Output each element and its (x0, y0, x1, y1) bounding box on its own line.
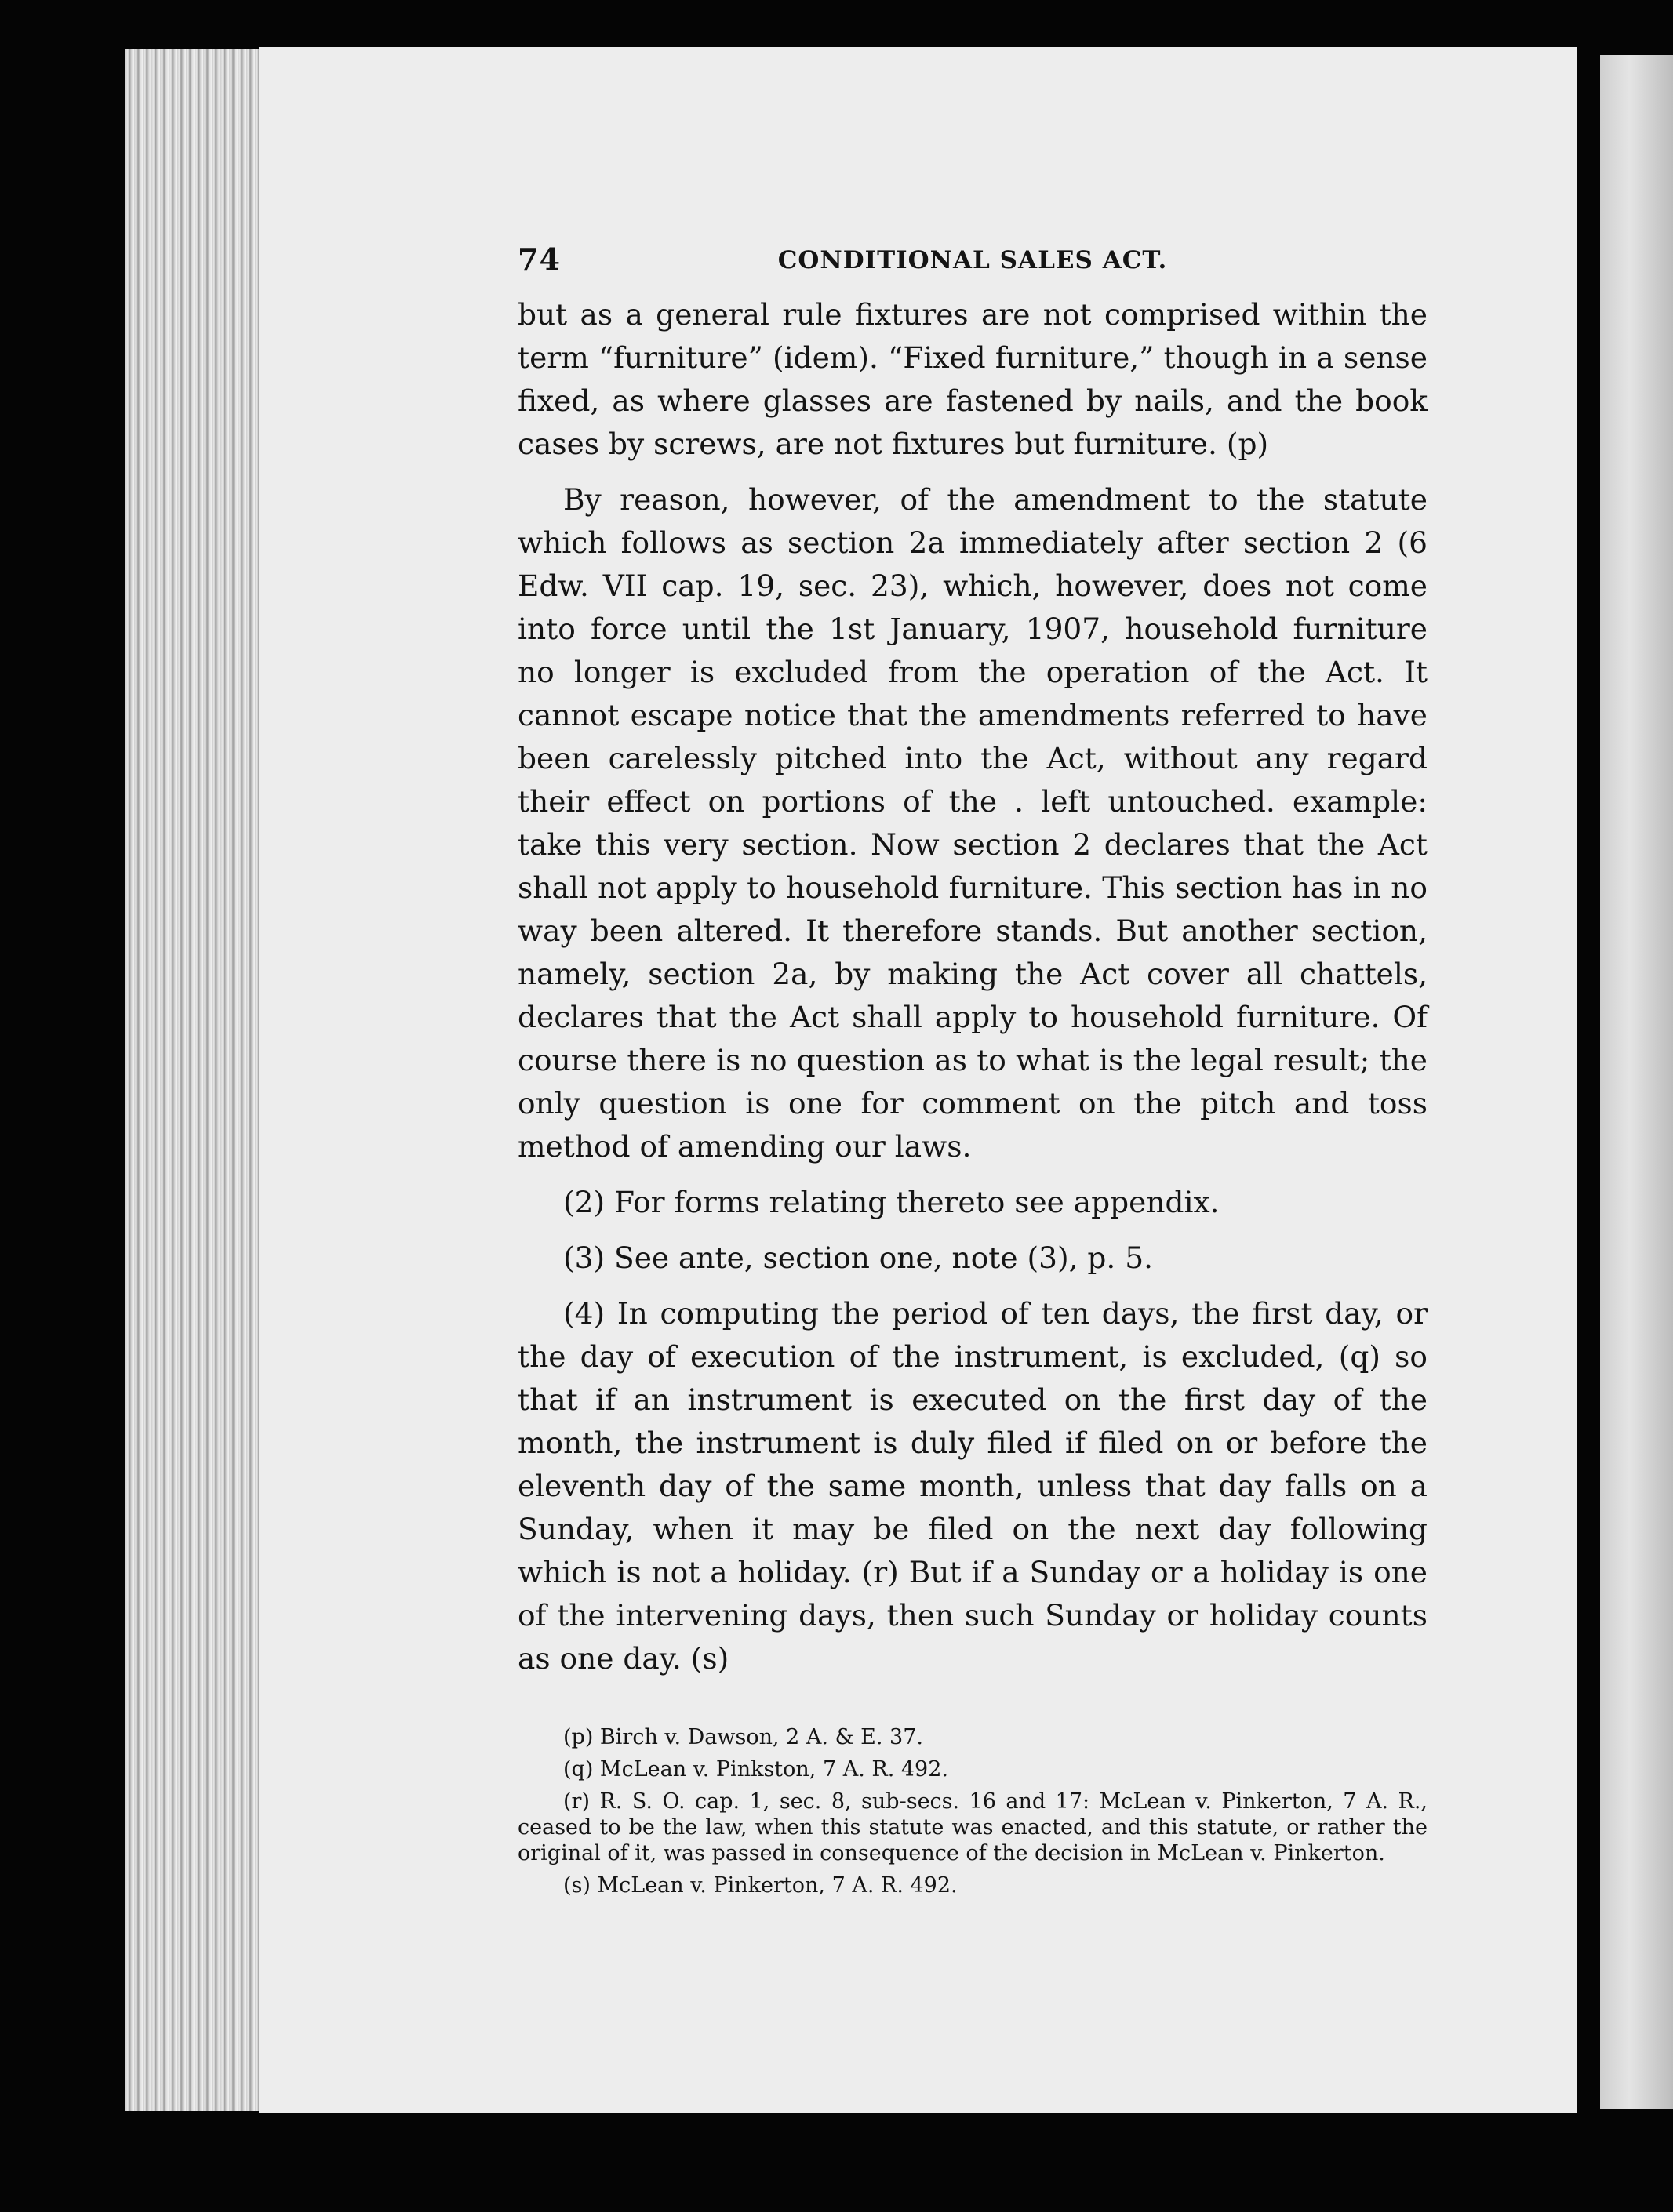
paragraph-amendment: By reason, however, of the amendment to the statute which follows as section 2a immediately after section 2 (6 Edw. VII cap. 19, sec. 23), which, however, does not come into force until the 1st January, 1907, household furniture no longer is excluded from the operation of the Act. It cannot escape notice that the amendments referred to have been carelessly pitched into the Act, without any regard their effect on portions of the . left untouched. example: take this very section. Now section 2 declares that the Act shall not apply to household furniture. This section has in no way been altered. It therefore stands. But another section, namely, section 2a, by making the Act cover all chattels, declares that the Act shall apply to household furniture. Of course there is no question as to what is the legal result; the only question is one for comment on the pitch and toss method of amending our laws. (518, 482, 1428, 1164)
paragraph-continuation: but as a general rule fixtures are not comprised within the term “furniture” (idem). “Fixed furniture,” though in a sense fixed, as where glasses are fastened by nails, and the book cases by screws, are not fixtures but furniture. (p) (518, 297, 1428, 461)
footnote-q: (q) McLean v. Pinkston, 7 A. R. 492. (563, 1757, 948, 1782)
note-3: (3) See ante, section one, note (3), p. 5. (563, 1240, 1154, 1275)
footnote-p: (p) Birch v. Dawson, 2 A. & E. 37. (563, 1725, 923, 1749)
facing-page-edge (1600, 55, 1673, 2109)
footnotes (518, 1724, 1428, 1898)
page-number: 74 (518, 242, 561, 277)
page-text (518, 235, 1428, 1905)
note-2: (2) For forms relating thereto see appendix. (563, 1185, 1220, 1219)
running-head (518, 235, 1428, 282)
running-title: CONDITIONAL SALES ACT. (777, 246, 1168, 274)
footnote-r: (r) R. S. O. cap. 1, sec. 8, sub-secs. 16 and 17: McLean v. Pinkerton, 7 A. R., ceased to be the law, when this statute was enacted, and this statute, or rather the original of it, was passed in consequence of the decision in McLean v. Pinkerton. (518, 1789, 1428, 1865)
note-4: (4) In computing the period of ten days, the first day, or the day of execution of the instrument, is excluded, (q) so that if an instrument is executed on the first day of the month, the instrument is duly filed if filed on or before the eleventh day of the same month, unless that day falls on a Sunday, when it may be filed on the next day following which is not a holiday. (r) But if a Sunday or a holiday is one of the intervening days, then such Sunday or holiday counts as one day. (s) (518, 1296, 1428, 1676)
footnote-s: (s) McLean v. Pinkerton, 7 A. R. 492. (563, 1873, 958, 1898)
stacked-page-edges (125, 49, 267, 2111)
